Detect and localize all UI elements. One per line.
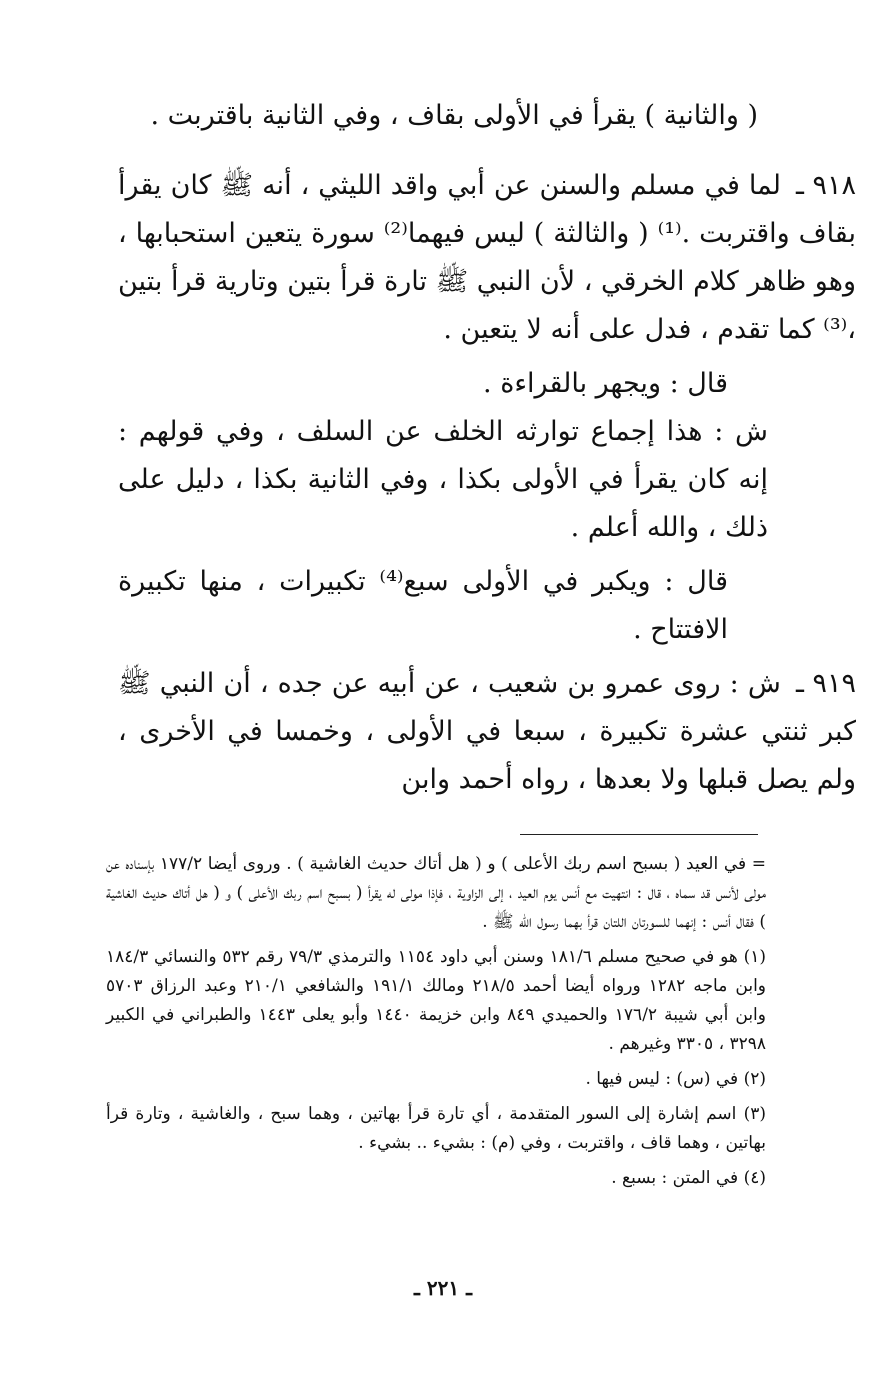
footnote-3: (٣) اسم إشارة إلى السور المتقدمة ، أي تارة قرأ بهاتين ، وهما سبح ، والغاشية ، وتارة قرأ بهاتين ، وهما قاف ، واقتربت ، وفي (م) : بشيء .. بشيء . xyxy=(106,1104,766,1153)
footnote-separator xyxy=(520,834,758,835)
footnote-1: (١) هو في صحيح مسلم ١٨١/٦ وسنن أبي داود ١١٥٤ والترمذي ٧٩/٣ رقم ٥٣٢ والنسائي ١٨٤/٣ وابن ماجه ١٢٨٢ ورواه أيضا أحمد ٢١٨/٥ ومالك ١٩١/١ والشافعي ٢١٠/١ وعبد الرزاق ٥٧٠٣ وابن أبي شيبة ١٧٦/٢ والحميدي ٨٤٩ وابن خزيمة ١٤٤٠ وأبو يعلى ١٤٤٣ والطبراني في الكبير ٣٢٩٨ ، ٣٣٠٥ وغيرهم . xyxy=(106,947,767,1054)
footnote-continued: = في العيد ( بسبح اسم ربك الأعلى ) و ( هل أتاك حديث الغاشية ) . وروى أيضا ١٧٧/٢ بإسناده عن مولى لأنس قد سماه ، قال : انتهيت مع أنس يوم العيد ، إلى الزاوية ، فإذا مولى له يقرأ ( بسبح اسم ربك الأعلى ) و ( هل أتاك حديث الغاشية ) فقال أنس : إنهما للسورتان اللتان قرأ بهما رسول الله ﷺ . xyxy=(106,854,766,932)
paragraph-number-918: ٩١٨ ـ xyxy=(795,170,856,201)
paragraph-918-text: لما في مسلم والسنن عن أبي واقد الليثي ، أنه ﷺ كان يقرأ بقاف واقتربت .⁽¹⁾ ( والثالثة ) ليس فيهما⁽²⁾ سورة يتعين استحبابها ، وهو ظاهر كلام الخرقي ، لأن النبي ﷺ تارة قرأ بتين وتارية قرأ بتين ،⁽³⁾ كما تقدم ، فدل على أنه لا يتعين . xyxy=(118,170,856,345)
page-number: ـ ٢٢١ ـ xyxy=(414,1276,472,1300)
matn-qal-2: قال : ويكبر في الأولى سبع⁽⁴⁾ تكبيرات ، منها تكبيرة الافتتاح . xyxy=(118,566,729,645)
footnotes xyxy=(106,850,766,1193)
matn-qal-1: قال : ويجهر بالقراءة . xyxy=(483,368,728,399)
sharh-paragraph-1: ش : هذا إجماع توارثه الخلف عن السلف ، وفي قولهم : إنه كان يقرأ في الأولى بكذا ، وفي الثانية بكذا ، دليل على ذلك ، والله أعلم . xyxy=(118,416,768,543)
paragraph-919 xyxy=(118,660,856,804)
intro-line: ( والثانية ) يقرأ في الأولى بقاف ، وفي الثانية باقتربت . xyxy=(150,100,758,131)
paragraph-number-919: ٩١٩ ـ xyxy=(795,668,856,699)
paragraph-918 xyxy=(118,162,856,354)
paragraph-919-text: ش : روى عمرو بن شعيب ، عن أبيه عن جده ، أن النبي ﷺ كبر ثنتي عشرة تكبيرة ، سبعا في الأولى ، وخمسا في الأخرى ، ولم يصل قبلها ولا بعدها ، رواه أحمد وابن xyxy=(118,668,856,795)
footnote-2: (٢) في (س) : ليس فيها . xyxy=(585,1069,766,1089)
footnote-4: (٤) في المتن : بسبع . xyxy=(611,1168,766,1188)
main-text xyxy=(118,92,856,804)
